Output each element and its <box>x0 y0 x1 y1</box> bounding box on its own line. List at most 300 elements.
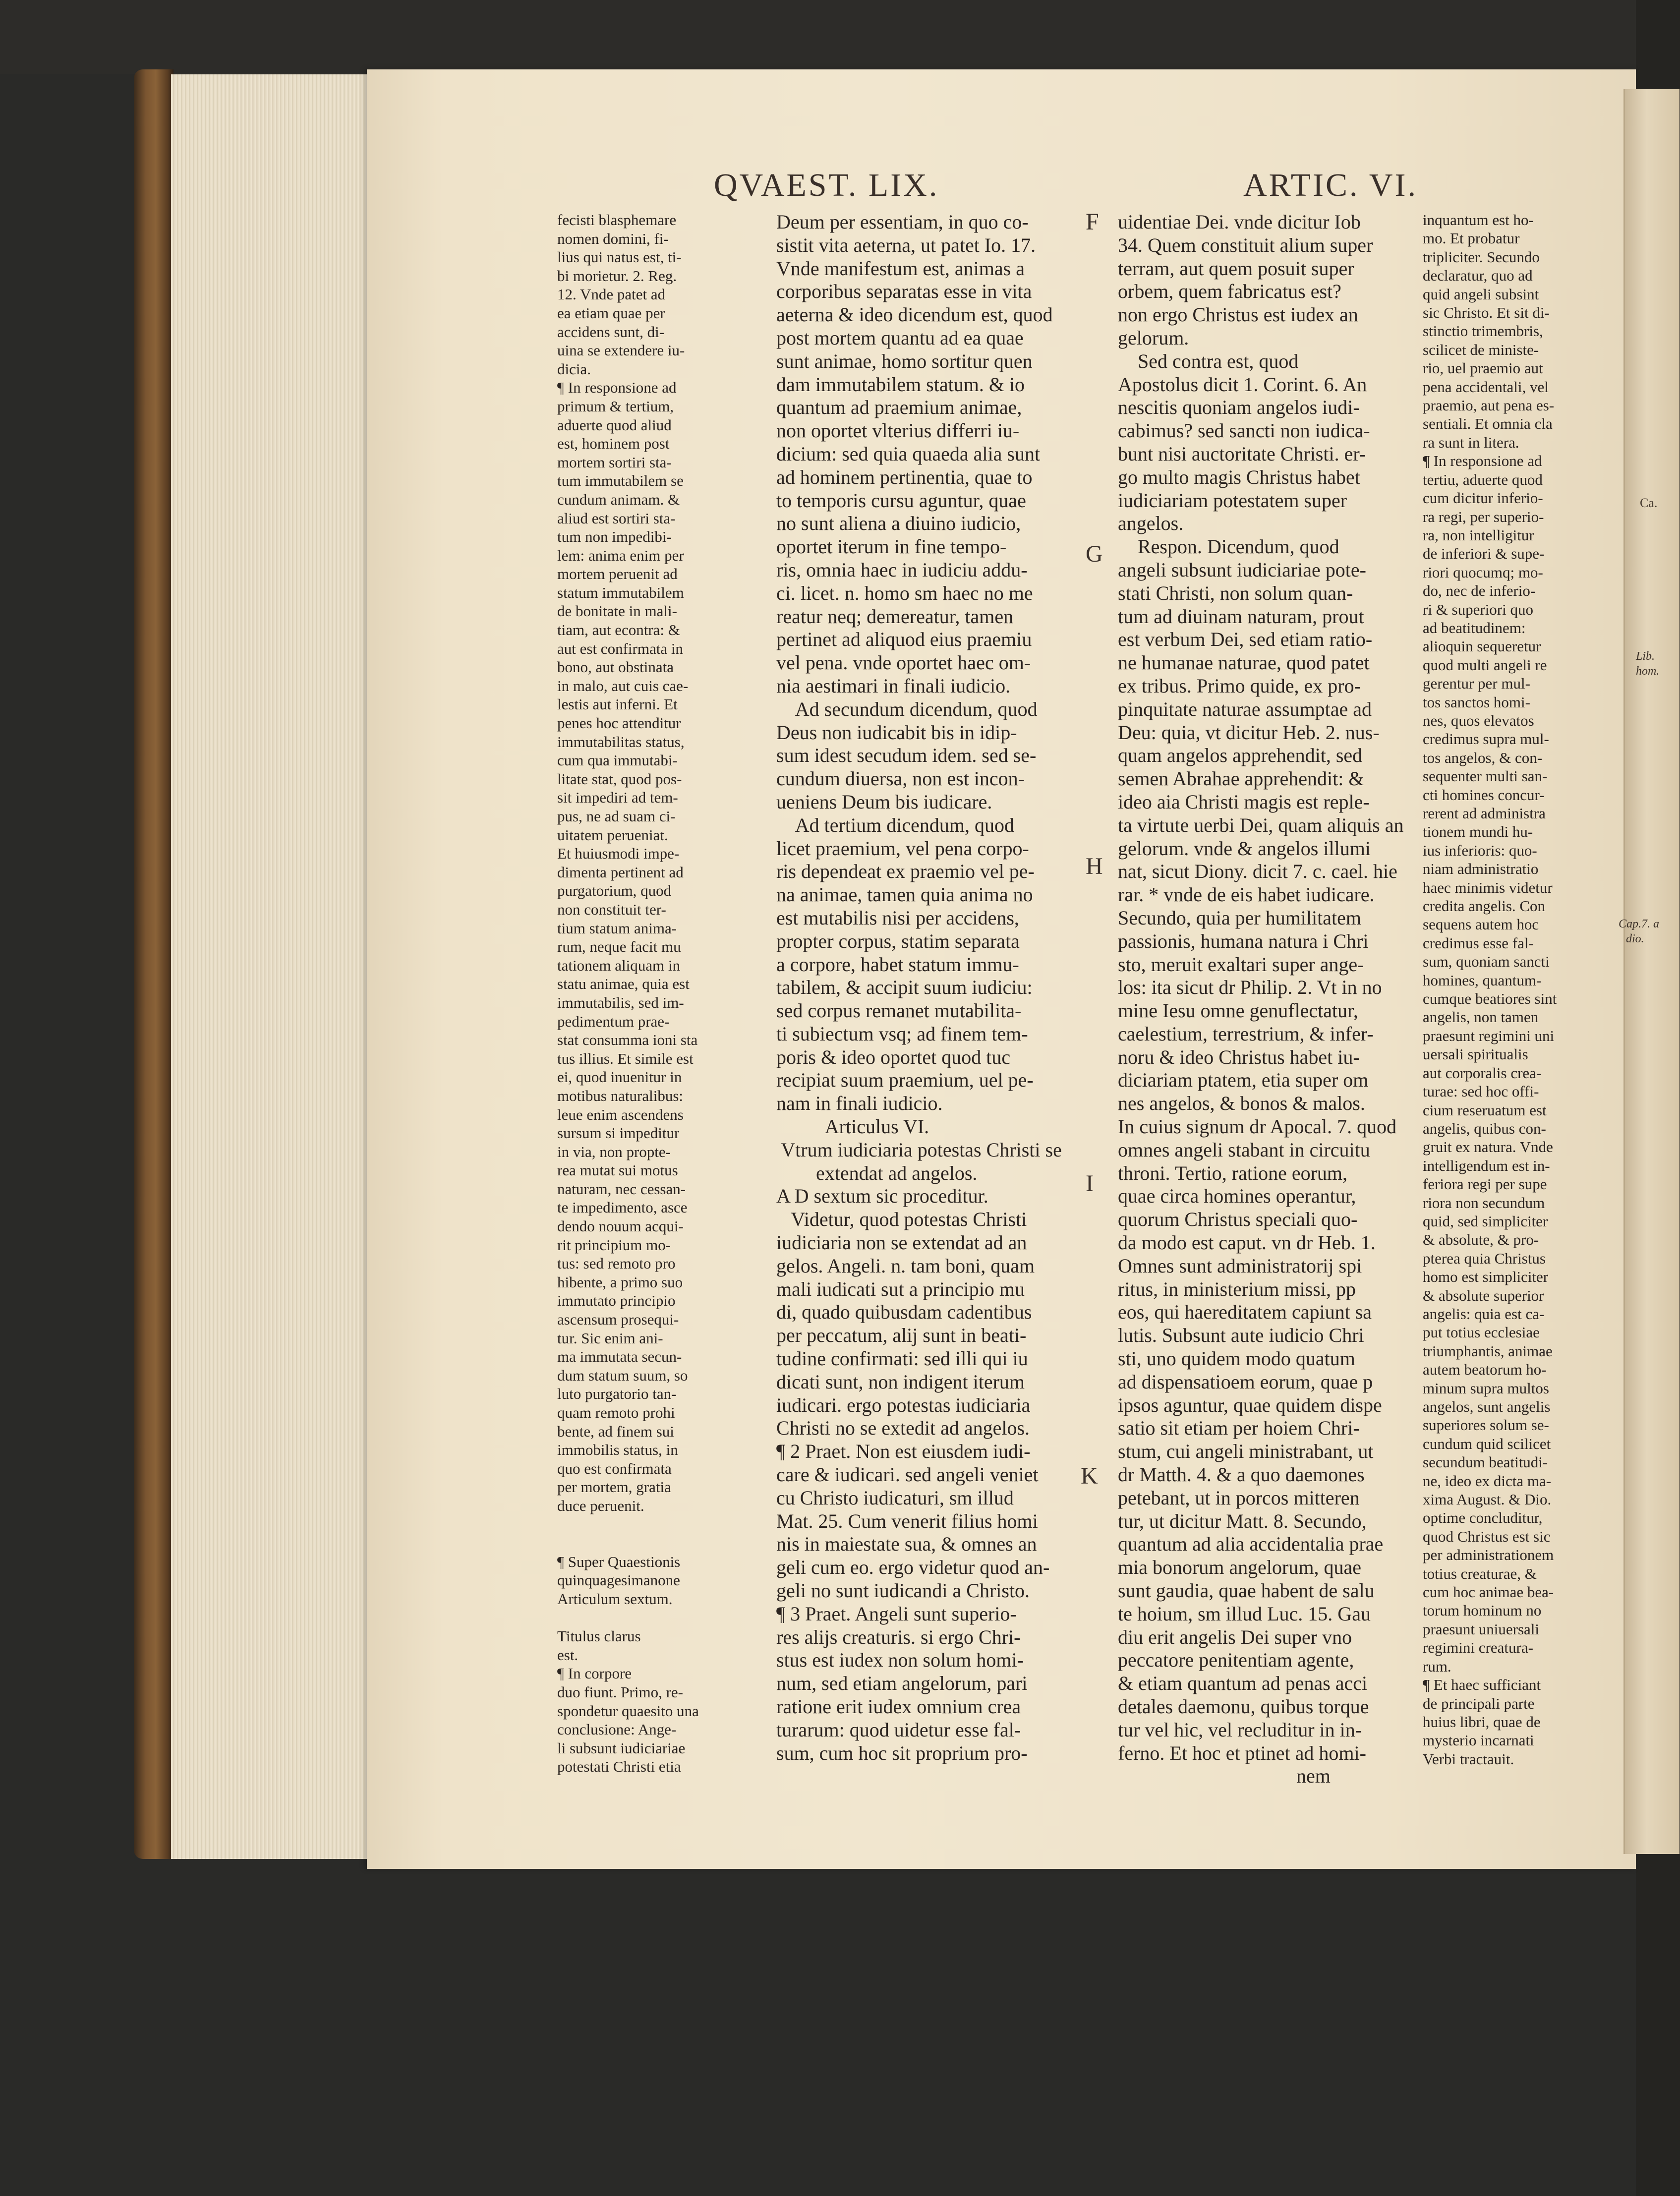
text-line: cundum animam. & <box>557 490 680 508</box>
text-line: vel pena. vnde oportet haec om- <box>776 651 1031 674</box>
text-line: detales daemonu, quibus torque <box>1118 1695 1369 1718</box>
text-line: rar. * vnde de eis habet iudicare. <box>1118 883 1375 906</box>
text-line: optime concluditur, <box>1423 1509 1543 1527</box>
text-line: post mortem quantu ad ea quae <box>776 326 1024 349</box>
text-line: pertinet ad aliquod eius praemiu <box>776 628 1032 651</box>
text-line: sto, meruit exaltari super ange- <box>1118 953 1364 976</box>
margin-letter-h: H <box>1086 853 1103 879</box>
text-line: tium statum anima- <box>557 919 677 937</box>
text-line: torum hominum no <box>1423 1602 1542 1619</box>
text-line: sunt animae, homo sortitur quen <box>776 349 1033 372</box>
text-line: sum, cum hoc sit proprium pro- <box>776 1741 1028 1764</box>
text-line: sum idest secudum idem. sed se- <box>776 744 1037 767</box>
margin-letter-i: I <box>1086 1170 1094 1197</box>
text-line: ra regi, per superio- <box>1423 508 1544 525</box>
text-line: ti subiectum vsq; ad finem tem- <box>776 1022 1028 1045</box>
text-line: tripliciter. Secundo <box>1423 248 1540 266</box>
text-line: di, quado quibusdam cadentibus <box>776 1301 1032 1324</box>
text-line: triumphantis, animae <box>1423 1342 1553 1360</box>
text-line: mia bonorum angelorum, quae <box>1118 1556 1361 1579</box>
text-line: nescitis quoniam angelos iudi- <box>1118 396 1360 419</box>
text-line: reatur neq; demereatur, tamen <box>776 605 1014 628</box>
text-line: ius inferioris: quo- <box>1423 841 1537 859</box>
text-line: omnes angeli stabant in circuitu <box>1118 1138 1370 1161</box>
text-line: na animae, tamen quia anima no <box>776 883 1033 906</box>
text-line: nam in finali iudicio. <box>776 1092 943 1115</box>
text-line: ne, ideo ex dicta ma- <box>1423 1472 1552 1490</box>
text-line: cu Christo iudicaturi, sm illud <box>776 1486 1014 1509</box>
text-line: uitatem perueniat. <box>557 826 668 844</box>
text-line: corporibus separatas esse in vita <box>776 280 1032 303</box>
text-line: ratione erit iudex omnium crea <box>776 1695 1021 1718</box>
text-line: tus: sed remoto pro <box>557 1255 676 1272</box>
text-line: ad dispensatioem eorum, quae p <box>1118 1370 1373 1393</box>
text-line: passionis, humana natura i Chri <box>1118 929 1369 952</box>
text-line: non constituit ter- <box>557 900 666 918</box>
text-line: iudiciariam potestatem super <box>1118 489 1347 512</box>
text-line: declaratur, quo ad <box>1423 267 1533 285</box>
text-line: gruit ex natura. Vnde <box>1423 1138 1553 1156</box>
text-line: noru & ideo Christus habet iu- <box>1118 1045 1360 1068</box>
margin-letter-g: G <box>1086 541 1103 567</box>
text-line: nem <box>1118 1765 1331 1788</box>
text-line: stum, cui angeli ministrabant, ut <box>1118 1440 1374 1463</box>
text-line: credita angelis. Con <box>1423 897 1546 915</box>
text-line: te impedimento, asce <box>557 1199 688 1216</box>
text-line: ri & superiori quo <box>1423 600 1533 618</box>
text-line: cium reseruatum est <box>1423 1101 1547 1119</box>
text-line: immutabilis, sed im- <box>557 993 684 1011</box>
commentary-left-column <box>557 211 775 1776</box>
text-line: ta virtute uerbi Dei, quam aliquis an <box>1118 813 1404 836</box>
text-line: cum qua immutabi- <box>557 751 678 769</box>
text-line: petebant, ut in porcos mitteren <box>1118 1486 1360 1509</box>
text-line: tionem mundi hu- <box>1423 823 1533 841</box>
text-line: sed corpus remanet mutabilita- <box>776 999 1022 1022</box>
text-line: praesunt regimini uni <box>1423 1027 1555 1044</box>
text-line: mortem sortiri sta- <box>557 453 672 471</box>
text-line: est verbum Dei, sed etiam ratio- <box>1118 628 1373 651</box>
text-line: pterea quia Christus <box>1423 1249 1546 1267</box>
text-line: rit principium mo- <box>557 1236 671 1254</box>
text-line: de principali parte <box>1423 1694 1535 1712</box>
text-line: nes, quos elevatos <box>1423 711 1534 729</box>
text-line: & absolute superior <box>1423 1286 1544 1304</box>
text-line: Verbi tractauit. <box>1423 1750 1514 1768</box>
text-line: li subsunt iudiciariae <box>557 1739 686 1757</box>
text-line: spondetur quaesito una <box>557 1702 699 1720</box>
text-line: tur vel hic, vel recluditur in in- <box>1118 1718 1362 1741</box>
text-line: cumque beatiores sint <box>1423 990 1557 1008</box>
text-line: intelligendum est in- <box>1423 1156 1550 1174</box>
text-line: praemio, aut pena es- <box>1423 397 1555 414</box>
text-line: geli no sunt iudicandi a Christo. <box>776 1579 1030 1602</box>
text-line: quod multi angeli re <box>1423 656 1547 674</box>
book-spine <box>134 69 174 1859</box>
text-line: quantum ad alia accidentalia prae <box>1118 1533 1384 1556</box>
text-line: rum, neque facit mu <box>557 938 681 956</box>
text-line: ascensum prosequi- <box>557 1311 679 1329</box>
text-line: Ad tertium dicendum, quod <box>776 813 1014 836</box>
text-line: nomen domini, fi- <box>557 230 669 247</box>
text-line: pus, ne ad suam ci- <box>557 808 676 825</box>
text-line: est mutabilis nisi per accidens, <box>776 906 1019 929</box>
text-line: lutis. Subsunt aute iudicio Chri <box>1118 1324 1364 1347</box>
text-line: ex tribus. Primo quide, ex pro- <box>1118 674 1361 697</box>
margin-letter-k: K <box>1081 1463 1098 1489</box>
text-line: sistit vita aeterna, ut patet Io. 17. <box>776 233 1036 256</box>
text-line: pena accidentali, vel <box>1423 378 1549 396</box>
text-line: per administrationem <box>1423 1546 1554 1564</box>
text-line: Christi no se extedit ad angelos. <box>776 1417 1030 1440</box>
text-line: xima August. & Dio. <box>1423 1491 1552 1508</box>
text-line: haec minimis videtur <box>1423 878 1553 896</box>
side-note-dio: dio. <box>1626 932 1644 945</box>
text-line: bi morietur. 2. Reg. <box>557 267 677 285</box>
text-line: ueniens Deum bis iudicare. <box>776 790 992 813</box>
text-line: credimus esse fal- <box>1423 934 1534 952</box>
text-line: homo est simpliciter <box>1423 1268 1549 1286</box>
text-line: a corpore, habet statum immu- <box>776 953 1019 976</box>
main-text-column-1 <box>776 211 1084 1765</box>
text-line: non ergo Christus est iudex an <box>1118 303 1358 326</box>
text-line: mortem peruenit ad <box>557 565 678 583</box>
text-line: autem beatorum ho- <box>1423 1361 1547 1379</box>
text-line: bono, aut obstinata <box>557 658 674 676</box>
text-line: no sunt aliena a diuino iudicio, <box>776 512 1021 535</box>
text-line: angeli subsunt iudiciariae pote- <box>1118 558 1366 581</box>
text-line: uidentiae Dei. vnde dicitur Iob <box>1118 211 1361 233</box>
text-line: accidens sunt, di- <box>557 323 665 341</box>
text-line: stati Christi, non solum quan- <box>1118 581 1353 604</box>
text-line: tiam, aut econtra: & <box>557 621 680 639</box>
text-line: duce peruenit. <box>557 1497 644 1514</box>
text-line: statum immutabilem <box>557 583 684 601</box>
text-line: terram, aut quem posuit super <box>1118 257 1354 280</box>
text-line: gerentur per mul- <box>1423 675 1530 693</box>
text-line: Et huiusmodi impe- <box>557 845 680 863</box>
text-line: angelis: quia est ca- <box>1423 1305 1545 1323</box>
text-line: Deum per essentiam, in quo co- <box>776 211 1029 233</box>
text-line: lem: anima enim per <box>557 546 684 564</box>
text-line: go multo magis Christus habet <box>1118 465 1360 488</box>
text-line: do, nec de inferio- <box>1423 582 1536 600</box>
text-line: bunt nisi auctoritate Christi. er- <box>1118 442 1366 465</box>
text-line: uina se extendere iu- <box>557 342 685 359</box>
text-line: oportet iterum in fine tempo- <box>776 535 1007 558</box>
text-line: tudine confirmati: sed illi qui iu <box>776 1347 1028 1370</box>
text-line: rerent ad administra <box>1423 805 1546 822</box>
text-line <box>557 1534 775 1553</box>
text-line: scilicet de ministe- <box>1423 341 1539 358</box>
text-line: leue enim ascendens <box>557 1105 684 1123</box>
text-line <box>557 1515 775 1534</box>
text-line: aliud est sortiri sta- <box>557 509 676 527</box>
text-line: sic Christo. Et sit di- <box>1423 304 1550 322</box>
text-line: In cuius signum dr Apocal. 7. quod <box>1118 1115 1397 1138</box>
text-line: num, sed etiam angelorum, pari <box>776 1672 1028 1695</box>
text-line: Articulum sextum. <box>557 1590 673 1608</box>
text-line: sti, uno quidem modo quatum <box>1118 1347 1355 1370</box>
text-line: angelis, non tamen <box>1423 1008 1539 1026</box>
text-line: naturam, nec cessan- <box>557 1180 686 1198</box>
text-line: ea etiam quae per <box>557 304 665 322</box>
text-line: niam administratio <box>1423 860 1539 878</box>
text-line: secundum beatitudi- <box>1423 1453 1548 1471</box>
text-line: ris dependeat ex praemio vel pe- <box>776 860 1035 883</box>
text-line: los: ita sicut dr Philip. 2. Vt in no <box>1118 976 1382 999</box>
text-line: praesunt uniuersali <box>1423 1620 1540 1638</box>
text-line: superiores solum se- <box>1423 1416 1549 1434</box>
text-line: put totius ecclesiae <box>1423 1324 1540 1341</box>
text-line: geli cum eo. ergo videtur quod an- <box>776 1556 1050 1579</box>
text-line: lestis aut inferni. Et <box>557 695 678 713</box>
text-line: cum hoc animae bea- <box>1423 1583 1554 1601</box>
text-line: minum supra multos <box>1423 1379 1549 1397</box>
text-line: ei, quod inuenitur in <box>557 1068 682 1086</box>
text-line: per mortem, gratia <box>557 1478 671 1496</box>
text-line: caelestium, terrestrium, & infer- <box>1118 1022 1374 1045</box>
text-line: quinquagesimanone <box>557 1571 680 1589</box>
text-line: stus est iudex non solum homi- <box>776 1649 1024 1672</box>
text-line: dr Matth. 4. & a quo daemones <box>1118 1463 1365 1486</box>
text-line: sequenter multi san- <box>1423 767 1548 785</box>
text-line: ¶ Super Quaestionis <box>557 1553 681 1570</box>
text-line: cabimus? sed sancti non iudica- <box>1118 419 1370 442</box>
text-line: Vnde manifestum est, animas a <box>776 257 1025 280</box>
text-line: primum & tertium, <box>557 397 674 415</box>
text-line: sum, quoniam sancti <box>1423 953 1550 971</box>
text-line: in via, non propte- <box>557 1143 671 1160</box>
text-line: immutato principio <box>557 1292 676 1310</box>
text-line: regimini creatura- <box>1423 1639 1533 1657</box>
text-line: quid angeli subsint <box>1423 285 1539 303</box>
text-line: extendat ad angelos. <box>776 1161 978 1184</box>
text-line: mo. Et probatur <box>1423 230 1520 247</box>
text-line: motibus naturalibus: <box>557 1087 684 1104</box>
text-line: potestati Christi etia <box>557 1758 681 1776</box>
text-line: sursum si impeditur <box>557 1124 680 1142</box>
text-line: alioquin sequeretur <box>1423 637 1541 655</box>
text-line: angelis, quibus con- <box>1423 1119 1546 1137</box>
text-line: tur. Sic enim ani- <box>557 1329 663 1347</box>
text-line: sunt gaudia, quae habent de salu <box>1118 1579 1375 1602</box>
text-line: ¶ Et haec sufficiant <box>1423 1676 1541 1694</box>
text-line: 12. Vnde patet ad <box>557 286 666 303</box>
text-line: Apostolus dicit 1. Corint. 6. An <box>1118 373 1367 396</box>
text-line: nia aestimari in finali iudicio. <box>776 674 1011 697</box>
text-line: mine Iesu omne genuflectatur, <box>1118 999 1358 1022</box>
text-line: uersali spiritualis <box>1423 1045 1528 1063</box>
text-line: de inferiori & supe- <box>1423 545 1545 563</box>
text-line: ¶ In responsione ad <box>1423 452 1542 470</box>
text-line: sit impediri ad tem- <box>557 789 678 807</box>
text-line: tertiu, aduerte quod <box>1423 470 1543 488</box>
text-line: orbem, quem fabricatus est? <box>1118 280 1341 303</box>
text-line: te hoium, sm illud Luc. 15. Gau <box>1118 1602 1371 1625</box>
text-line: ra sunt in litera. <box>1423 433 1519 451</box>
text-line: licet praemium, vel pena corpo- <box>776 837 1029 860</box>
text-line: per peccatum, alij sunt in beati- <box>776 1324 1027 1347</box>
text-line: sequens autem hoc <box>1423 916 1539 933</box>
text-line: tum non impedibi- <box>557 528 672 546</box>
text-line: mali iudicati sut a principio mu <box>776 1277 1025 1300</box>
text-line: dicia. <box>557 360 591 378</box>
facing-page-edge <box>1623 89 1680 1854</box>
text-line: tabilem, & accipit suum iudiciu: <box>776 976 1033 999</box>
text-line: est. <box>557 1646 579 1664</box>
text-line: feriora regi per supe <box>1423 1175 1547 1193</box>
text-line: est, hominem post <box>557 435 670 453</box>
text-line: riori quocumq; mo- <box>1423 563 1543 581</box>
text-line: da modo est caput. vn dr Heb. 1. <box>1118 1231 1376 1254</box>
text-line: dicium: sed quia quaeda alia sunt <box>776 442 1041 465</box>
text-line: & etiam quantum ad penas acci <box>1118 1672 1368 1695</box>
text-line: semen Abrahae apprehendit: & <box>1118 767 1364 790</box>
text-line: turae: sed hoc offi- <box>1423 1083 1539 1100</box>
text-line: angelos, sunt angelis <box>1423 1398 1551 1415</box>
text-line: sentiali. Et omnia cla <box>1423 415 1553 433</box>
text-line: ritus, in ministerium missi, pp <box>1118 1277 1356 1300</box>
text-line: satio sit etiam per hoiem Chri- <box>1118 1417 1360 1440</box>
text-line: eos, qui haereditatem capiunt sa <box>1118 1301 1372 1324</box>
text-line: credimus supra mul- <box>1423 730 1549 748</box>
text-line: pedimentum prae- <box>557 1012 670 1030</box>
text-line: quam remoto prohi <box>557 1404 675 1421</box>
text-line: dicati sunt, non indigent iterum <box>776 1370 1025 1393</box>
text-line: ¶ 2 Praet. Non est eiusdem iudi- <box>776 1440 1031 1463</box>
text-line: ad beatitudinem: <box>1423 619 1526 636</box>
text-line: Ad secundum dicendum, quod <box>776 697 1038 720</box>
text-line: totius creaturae, & <box>1423 1564 1537 1582</box>
text-line: Deu: quia, vt dicitur Heb. 2. nus- <box>1118 721 1380 744</box>
text-line: to temporis cursu aguntur, quae <box>776 489 1026 512</box>
text-line: nis in maiestate sua, & omnes an <box>776 1533 1037 1556</box>
text-line: Respon. Dicendum, quod <box>1118 535 1339 558</box>
text-line: riora non secundum <box>1423 1194 1545 1212</box>
text-line: rea mutat sui motus <box>557 1161 678 1179</box>
text-line: homines, quantum- <box>1423 971 1542 989</box>
text-line: Articulus VI. <box>776 1115 929 1138</box>
text-line: huius libri, quae de <box>1423 1713 1541 1731</box>
text-line: tus illius. Et simile est <box>557 1049 694 1067</box>
text-line: tur, ut dicitur Matt. 8. Secundo, <box>1118 1509 1367 1532</box>
text-line: tum immutabilem se <box>557 472 684 490</box>
text-line: lius qui natus est, ti- <box>557 248 682 266</box>
text-line: quam angelos apprehendit, sed <box>1118 744 1363 767</box>
text-line: hibente, a primo suo <box>557 1273 683 1291</box>
text-line: ¶ In corpore <box>557 1665 632 1682</box>
text-line: iudiciaria non se extendat ad an <box>776 1231 1027 1254</box>
text-line: non oportet vlterius differri iu- <box>776 419 1020 442</box>
text-line: tos angelos, & con- <box>1423 749 1543 766</box>
text-line: quae circa homines operantur, <box>1118 1185 1356 1208</box>
text-line: & absolute, & pro- <box>1423 1231 1539 1249</box>
text-line: luto purgatorio tan- <box>557 1385 677 1403</box>
text-line: tationem aliquam in <box>557 956 680 974</box>
text-line: pinquitate naturae assumptae ad <box>1118 697 1372 720</box>
text-line: duo fiunt. Primo, re- <box>557 1683 683 1701</box>
text-line: care & iudicari. sed angeli veniet <box>776 1463 1039 1486</box>
text-line: Deus non iudicabit bis in idip- <box>776 721 1017 744</box>
text-line: nes angelos, & bonos & malos. <box>1118 1092 1365 1115</box>
text-line: Titulus clarus <box>557 1627 641 1645</box>
text-line: inquantum est ho- <box>1423 211 1534 229</box>
text-line: ideo aia Christi magis est reple- <box>1118 790 1370 813</box>
facing-page-note: Ca. <box>1640 496 1658 510</box>
text-line: fecisti blasphemare <box>557 211 677 229</box>
text-line: recipiat suum praemium, uel pe- <box>776 1069 1034 1092</box>
text-line: aut est confirmata in <box>557 639 683 657</box>
main-text-column-2 <box>1118 211 1430 1788</box>
text-line: ¶ In responsione ad <box>557 379 677 397</box>
text-line: ferno. Et hoc et ptinet ad homi- <box>1118 1741 1366 1764</box>
text-line: tum ad diuinam naturam, prout <box>1118 605 1364 628</box>
text-line: gelos. Angeli. n. tam boni, quam <box>776 1254 1035 1277</box>
text-line: gelorum. <box>1118 326 1189 349</box>
text-line: diu erit angelis Dei super vno <box>1118 1625 1352 1648</box>
side-note-lib: Lib. <box>1636 650 1655 663</box>
commentary-right-column <box>1423 211 1591 1768</box>
text-line: ma immutata secun- <box>557 1348 682 1366</box>
text-line: ci. licet. n. homo sm haec no me <box>776 581 1033 604</box>
text-line: ipsos aguntur, quae quidem dispe <box>1118 1393 1382 1416</box>
text-line: dam immutabilem statum. & io <box>776 373 1025 396</box>
text-line: conclusione: Ange- <box>557 1721 677 1738</box>
text-line: de bonitate in mali- <box>557 602 677 620</box>
text-line: propter corpus, statim separata <box>776 929 1020 952</box>
text-line: stinctio trimembris, <box>1423 322 1543 340</box>
page-edges <box>171 74 379 1859</box>
text-line: tos sanctos homi- <box>1423 693 1530 711</box>
text-line: aut corporalis crea- <box>1423 1064 1542 1082</box>
text-line: Omnes sunt administratorij spi <box>1118 1254 1362 1277</box>
text-line: ra, non intelligitur <box>1423 526 1534 544</box>
text-line: throni. Tertio, ratione eorum, <box>1118 1161 1348 1184</box>
text-line: peccatore penitentiam agente, <box>1118 1649 1354 1672</box>
text-line: ad hominem pertinentia, quae to <box>776 465 1033 488</box>
text-line: dum statum suum, so <box>557 1366 688 1384</box>
margin-letter-f: F <box>1086 209 1099 235</box>
text-line: A D sextum sic proceditur. <box>776 1185 988 1208</box>
text-line: iudicari. ergo potestas iudiciaria <box>776 1393 1031 1416</box>
text-line: statu animae, quia est <box>557 975 690 993</box>
text-line: cum dicitur inferio- <box>1423 489 1543 507</box>
text-line: Videtur, quod potestas Christi <box>776 1208 1027 1231</box>
text-line: ris, omnia haec in iudiciu addu- <box>776 558 1028 581</box>
text-line: poris & ideo oportet quod tuc <box>776 1045 1011 1068</box>
text-line: purgatorium, quod <box>557 882 672 900</box>
text-line: Sed contra est, quod <box>1118 349 1299 372</box>
text-line <box>557 1609 775 1627</box>
text-line: quantum ad praemium animae, <box>776 396 1022 419</box>
side-note-cap: Cap.7. a <box>1619 918 1660 930</box>
text-line: aduerte quod aliud <box>557 416 672 434</box>
text-line: diciariam ptatem, etia super om <box>1118 1069 1369 1092</box>
text-line: gelorum. vnde & angelos illumi <box>1118 837 1371 860</box>
text-line: rum. <box>1423 1657 1451 1675</box>
running-head-right: ARTIC. VI. <box>1243 167 1418 203</box>
text-line: angelos. <box>1118 512 1184 535</box>
side-note-hom: hom. <box>1636 665 1660 678</box>
text-line: Vtrum iudiciaria potestas Christi se <box>776 1138 1062 1161</box>
text-line: dimenta pertinent ad <box>557 863 684 881</box>
text-line: Secundo, quia per humilitatem <box>1118 906 1361 929</box>
text-line: quo est confirmata <box>557 1459 672 1477</box>
text-line: 34. Quem constituit alium super <box>1118 233 1373 256</box>
text-line: quorum Christus speciali quo- <box>1118 1208 1358 1231</box>
text-line: aeterna & ideo dicendum est, quod <box>776 303 1053 326</box>
